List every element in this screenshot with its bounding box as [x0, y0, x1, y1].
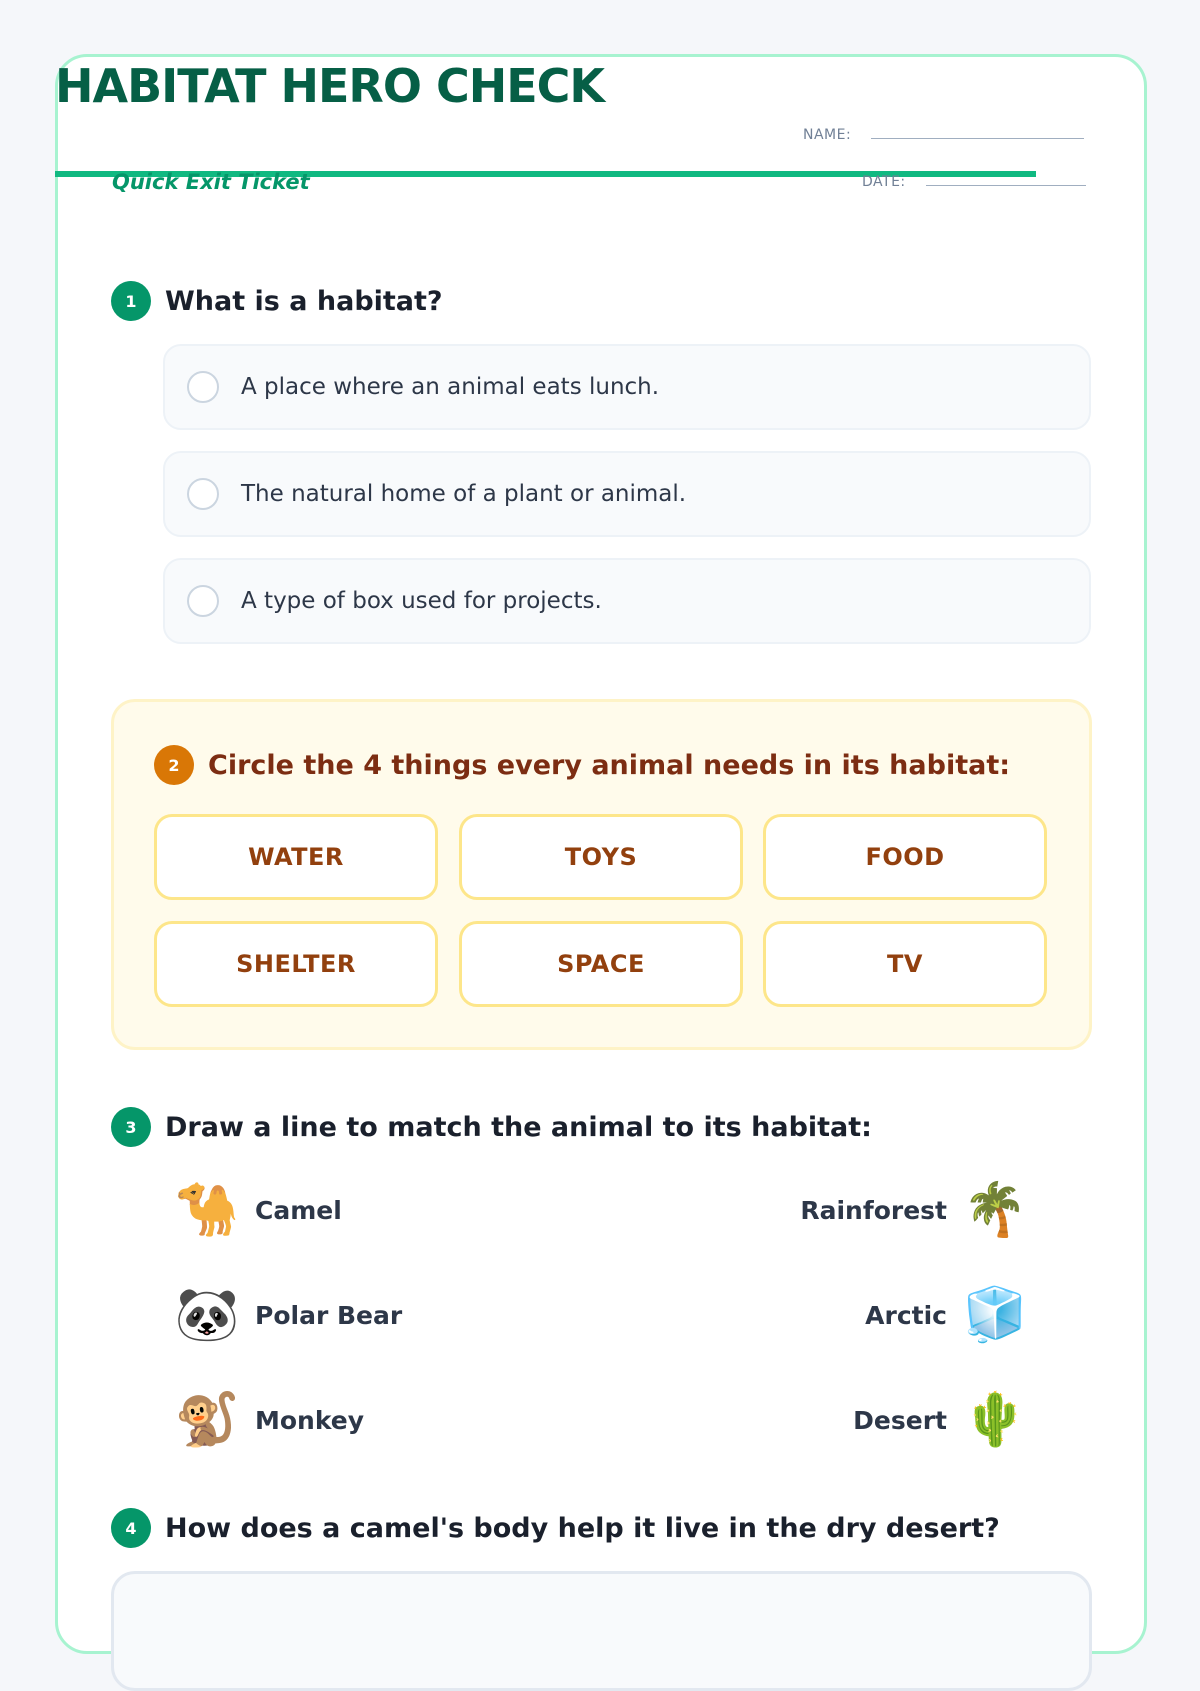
choice-chip[interactable]: TOYS	[459, 814, 743, 900]
page-title: HABITAT HERO CHECK	[55, 59, 605, 113]
habitat-label: Rainforest	[800, 1195, 947, 1225]
radio-button[interactable]	[187, 478, 219, 510]
option-text: The natural home of a plant or animal.	[241, 481, 687, 507]
question-4-heading	[111, 1508, 1000, 1548]
name-field[interactable]	[803, 127, 1084, 143]
habitat-label: Arctic	[865, 1300, 947, 1330]
match-row	[175, 1280, 1027, 1350]
worksheet-header	[55, 58, 1036, 177]
date-line[interactable]	[926, 185, 1086, 186]
option-text: A type of box used for projects.	[241, 588, 602, 614]
choice-chip[interactable]: SHELTER	[154, 921, 438, 1007]
question-4-text: How does a camel's body help it live in the dry desert?	[165, 1512, 1000, 1544]
habitat-item[interactable]	[800, 1178, 1027, 1242]
date-field[interactable]	[862, 174, 1086, 190]
choice-chip[interactable]: SPACE	[459, 921, 743, 1007]
cactus-icon: 🌵	[962, 1390, 1028, 1450]
animal-label: Monkey	[255, 1405, 365, 1435]
radio-button[interactable]	[187, 585, 219, 617]
habitat-item[interactable]	[865, 1283, 1027, 1347]
question-1-heading	[111, 281, 443, 321]
palm-tree-icon: 🌴	[962, 1180, 1028, 1240]
page-subtitle: Quick Exit Ticket	[112, 170, 310, 194]
camel-icon: 🐪	[174, 1180, 240, 1240]
animal-item[interactable]	[175, 1388, 364, 1452]
choice-chip[interactable]: FOOD	[763, 814, 1047, 900]
habitat-label: Desert	[853, 1405, 947, 1435]
animal-item[interactable]	[175, 1178, 342, 1242]
monkey-icon: 🐒	[174, 1390, 240, 1450]
radio-button[interactable]	[187, 371, 219, 403]
answer-textarea[interactable]	[111, 1571, 1092, 1691]
date-label: DATE:	[862, 174, 906, 190]
name-line[interactable]	[871, 138, 1084, 139]
match-row	[175, 1385, 1027, 1455]
question-number-badge: 1	[111, 281, 151, 321]
question-number-badge: 4	[111, 1508, 151, 1548]
animal-label: Camel	[255, 1195, 342, 1225]
animal-label: Polar Bear	[255, 1300, 403, 1330]
option-text: A place where an animal eats lunch.	[241, 374, 660, 400]
option-c[interactable]	[163, 558, 1091, 644]
option-b[interactable]	[163, 451, 1091, 537]
question-number-badge: 2	[154, 745, 194, 785]
name-label: NAME:	[803, 127, 852, 143]
choice-chip[interactable]: TV	[763, 921, 1047, 1007]
ice-cube-icon: 🧊	[962, 1285, 1028, 1345]
choice-chip[interactable]: WATER	[154, 814, 438, 900]
question-3-heading	[111, 1107, 872, 1147]
question-3-text: Draw a line to match the animal to its habitat:	[165, 1111, 872, 1143]
question-2-heading	[154, 745, 1010, 785]
question-2-text: Circle the 4 things every animal needs in its habitat:	[208, 749, 1011, 781]
match-row	[175, 1175, 1027, 1245]
animal-item[interactable]	[175, 1283, 402, 1347]
question-1-text: What is a habitat?	[165, 285, 443, 317]
polar-bear-icon: 🐼	[174, 1285, 240, 1345]
option-a[interactable]	[163, 344, 1091, 430]
habitat-item[interactable]	[853, 1388, 1027, 1452]
question-number-badge: 3	[111, 1107, 151, 1147]
